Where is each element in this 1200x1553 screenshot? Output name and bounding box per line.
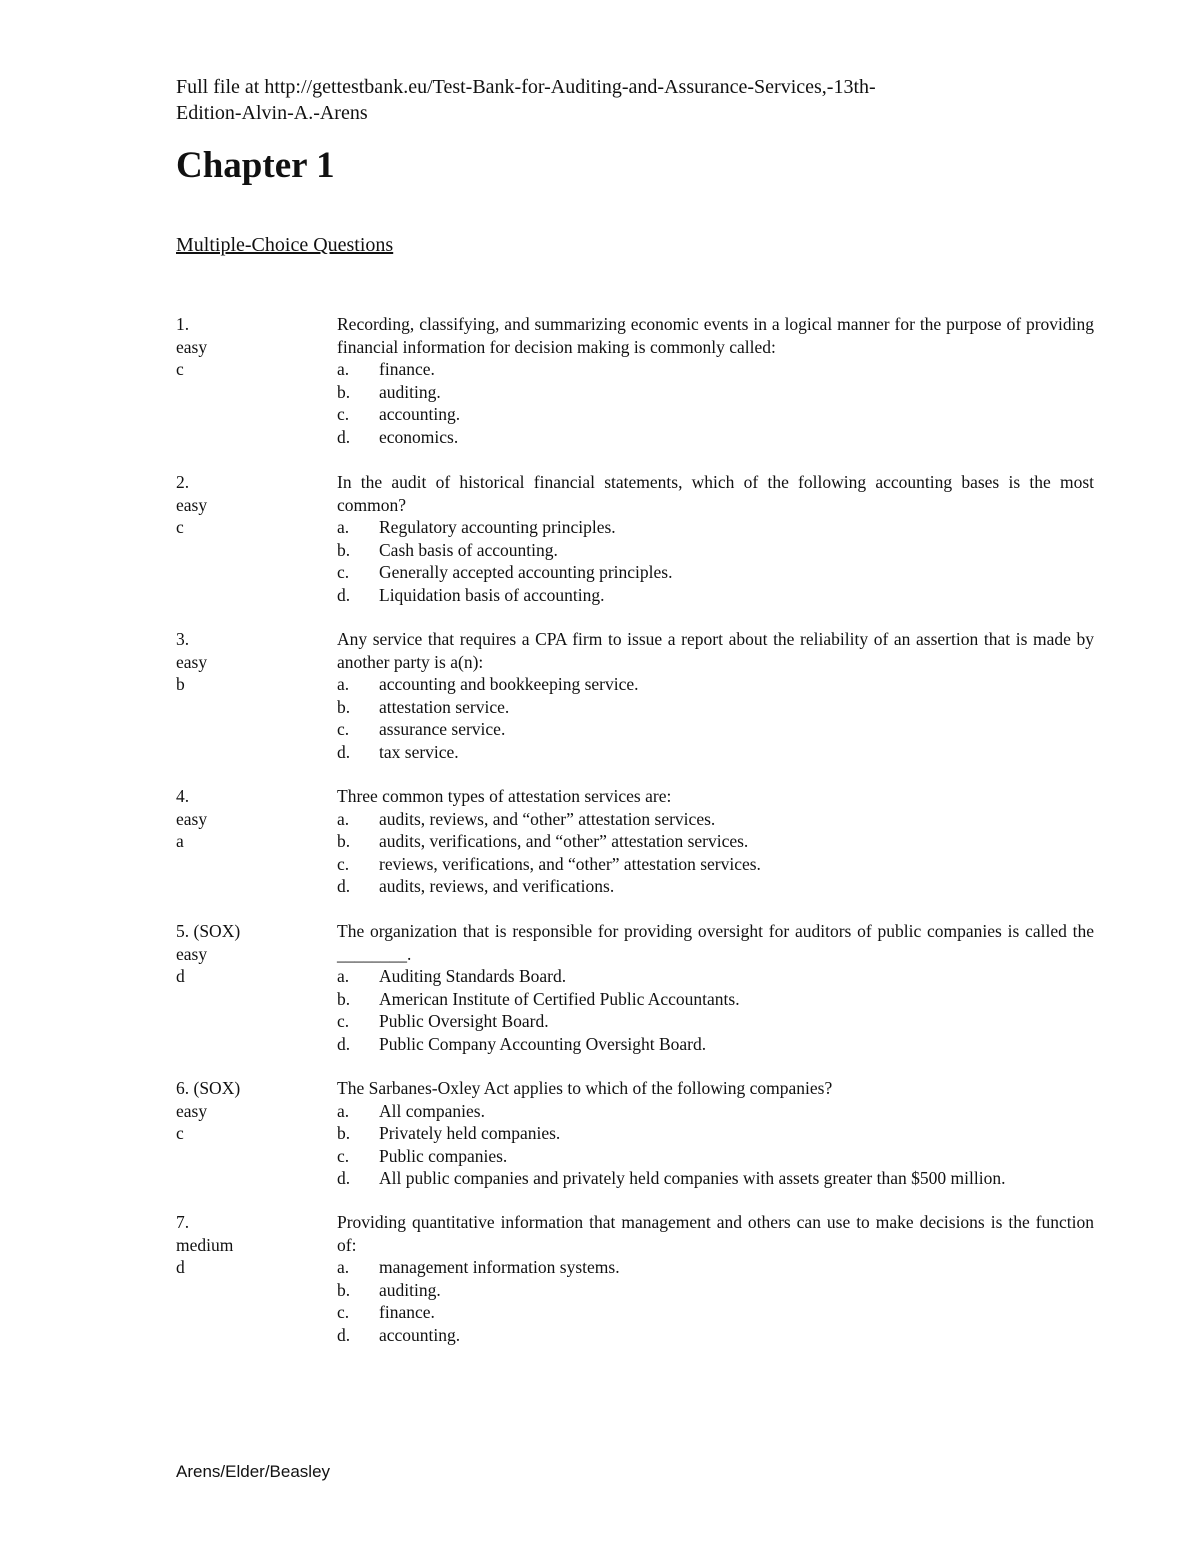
question-body: [337, 313, 1094, 448]
option-a: [337, 808, 1094, 831]
option-text: accounting and bookkeeping service.: [379, 674, 639, 694]
option-c: [337, 853, 1094, 876]
option-text: accounting.: [379, 404, 461, 424]
option-b: [337, 696, 1094, 719]
option-text: audits, reviews, and verifications.: [379, 876, 615, 896]
option-a: [337, 516, 1094, 539]
option-d: [337, 875, 1094, 898]
question-stem: The organization that is responsible for providing oversight for auditors of public companies is called the ________.: [337, 921, 1094, 964]
option-text: Auditing Standards Board.: [379, 966, 567, 986]
option-letter: d.: [337, 584, 351, 605]
option-letter: c.: [337, 404, 350, 424]
page-footer: Arens/Elder/Beasley: [176, 1462, 331, 1481]
question-meta: [176, 1077, 326, 1145]
question-meta: [176, 313, 326, 381]
option-letter: b.: [337, 1123, 351, 1143]
question-stem: In the audit of historical financial statements, which of the following accounting bases is the most common?: [337, 472, 1094, 515]
question-body: [337, 920, 1094, 1055]
option-letter: b.: [337, 988, 351, 1009]
option-letter: b.: [337, 1279, 351, 1300]
question-answer: c: [176, 1123, 184, 1143]
option-text: auditing.: [379, 381, 441, 402]
option-d: [337, 1167, 1094, 1190]
option-letter: c.: [337, 562, 350, 582]
option-text: reviews, verifications, and “other” attestation services.: [379, 853, 761, 874]
option-text: Public Company Accounting Oversight Board.: [379, 1033, 707, 1054]
question-body: [337, 1077, 1094, 1190]
option-text: assurance service.: [379, 719, 506, 739]
question-meta: [176, 471, 326, 539]
option-letter: b.: [337, 831, 351, 851]
option-d: [337, 741, 1094, 764]
option-b: [337, 830, 1094, 853]
option-c: [337, 403, 1094, 426]
question-body: [337, 471, 1094, 606]
question-answer: d: [176, 966, 185, 986]
option-text: audits, reviews, and “other” attestation services.: [379, 808, 716, 829]
question-difficulty: easy: [176, 943, 208, 964]
option-a: [337, 358, 1094, 381]
question-answer: c: [176, 359, 184, 379]
option-text: accounting.: [379, 1324, 461, 1345]
question-stem: Three common types of attestation services are:: [337, 786, 672, 806]
question-difficulty: easy: [176, 808, 208, 829]
option-text: attestation service.: [379, 696, 510, 717]
option-letter: d.: [337, 741, 351, 762]
option-letter: a.: [337, 1257, 350, 1277]
question-body: [337, 628, 1094, 763]
option-letter: a.: [337, 808, 350, 829]
option-a: [337, 1100, 1094, 1123]
option-letter: a.: [337, 1100, 350, 1121]
option-a: [337, 1256, 1094, 1279]
option-c: [337, 1010, 1094, 1033]
question-number: 2.: [176, 472, 190, 492]
question-difficulty: easy: [176, 1100, 208, 1121]
option-b: [337, 381, 1094, 404]
option-letter: b.: [337, 696, 351, 717]
question-body: [337, 785, 1094, 898]
option-letter: c.: [337, 1302, 350, 1322]
question-meta: [176, 785, 326, 853]
question-answer: d: [176, 1257, 185, 1277]
question-stem: Any service that requires a CPA firm to issue a report about the reliability of an assertion that is made by another party is a(n):: [337, 629, 1094, 672]
question-answer: a: [176, 831, 184, 851]
question-stem: Providing quantitative information that management and others can use to make decisions is the function of:: [337, 1212, 1094, 1255]
option-text: Privately held companies.: [379, 1123, 561, 1143]
option-letter: a.: [337, 517, 350, 537]
question-number: 1.: [176, 314, 190, 334]
question-number: 5. (SOX): [176, 921, 241, 941]
option-text: Public companies.: [379, 1145, 508, 1166]
option-b: [337, 1122, 1094, 1145]
option-letter: a.: [337, 359, 350, 379]
option-text: audits, verifications, and “other” attestation services.: [379, 831, 749, 851]
question-body: [337, 1211, 1094, 1346]
option-d: [337, 1324, 1094, 1347]
option-letter: d.: [337, 426, 351, 447]
source-line-1: Full file at http://gettestbank.eu/Test-Bank-for-Auditing-and-Assurance-Services,-13th-: [176, 76, 876, 98]
option-a: [337, 965, 1094, 988]
question-number: 3.: [176, 629, 190, 649]
option-text: Liquidation basis of accounting.: [379, 584, 605, 605]
question-difficulty: easy: [176, 494, 208, 515]
option-d: [337, 1033, 1094, 1056]
question-stem: The Sarbanes-Oxley Act applies to which of the following companies?: [337, 1078, 833, 1098]
option-letter: c.: [337, 853, 350, 874]
option-text: finance.: [379, 1302, 435, 1322]
option-b: [337, 1279, 1094, 1302]
option-c: [337, 1145, 1094, 1168]
question-difficulty: medium: [176, 1234, 234, 1255]
chapter-title: Chapter 1: [176, 145, 335, 186]
question-difficulty: easy: [176, 336, 208, 357]
section-title: Multiple-Choice Questions: [176, 234, 394, 256]
option-letter: d.: [337, 876, 351, 896]
option-text: management information systems.: [379, 1257, 620, 1277]
option-text: Generally accepted accounting principles.: [379, 562, 673, 582]
option-letter: d.: [337, 1168, 351, 1188]
option-text: tax service.: [379, 741, 459, 762]
option-d: [337, 584, 1094, 607]
option-letter: b.: [337, 539, 351, 560]
option-letter: b.: [337, 381, 351, 402]
option-letter: c.: [337, 719, 350, 739]
option-letter: d.: [337, 1324, 351, 1345]
option-letter: c.: [337, 1011, 350, 1031]
option-letter: a.: [337, 966, 350, 986]
source-line-2: Edition-Alvin-A.-Arens: [176, 102, 368, 124]
question-answer: c: [176, 517, 184, 537]
option-text: economics.: [379, 426, 459, 447]
option-letter: a.: [337, 674, 350, 694]
option-text: Cash basis of accounting.: [379, 539, 558, 560]
option-text: All public companies and privately held companies with assets greater than $500 million.: [379, 1168, 1006, 1188]
option-b: [337, 988, 1094, 1011]
question-number: 4.: [176, 786, 190, 806]
option-text: All companies.: [379, 1100, 485, 1121]
source-note: [176, 74, 1076, 126]
option-a: [337, 673, 1094, 696]
question-difficulty: easy: [176, 651, 208, 672]
question-meta: [176, 920, 326, 988]
option-letter: c.: [337, 1145, 350, 1166]
option-text: American Institute of Certified Public Accountants.: [379, 988, 740, 1009]
option-c: [337, 561, 1094, 584]
option-c: [337, 1301, 1094, 1324]
option-text: Regulatory accounting principles.: [379, 517, 616, 537]
question-meta: [176, 1211, 326, 1279]
option-c: [337, 718, 1094, 741]
question-answer: b: [176, 674, 185, 694]
question-number: 7.: [176, 1212, 190, 1232]
option-text: Public Oversight Board.: [379, 1011, 549, 1031]
option-text: auditing.: [379, 1279, 441, 1300]
option-b: [337, 539, 1094, 562]
option-text: finance.: [379, 359, 435, 379]
question-stem: Recording, classifying, and summarizing economic events in a logical manner for the purpose of providing financial information for decision making is commonly called:: [337, 314, 1094, 357]
option-d: [337, 426, 1094, 449]
question-meta: [176, 628, 326, 696]
question-number: 6. (SOX): [176, 1078, 241, 1098]
option-letter: d.: [337, 1033, 351, 1054]
